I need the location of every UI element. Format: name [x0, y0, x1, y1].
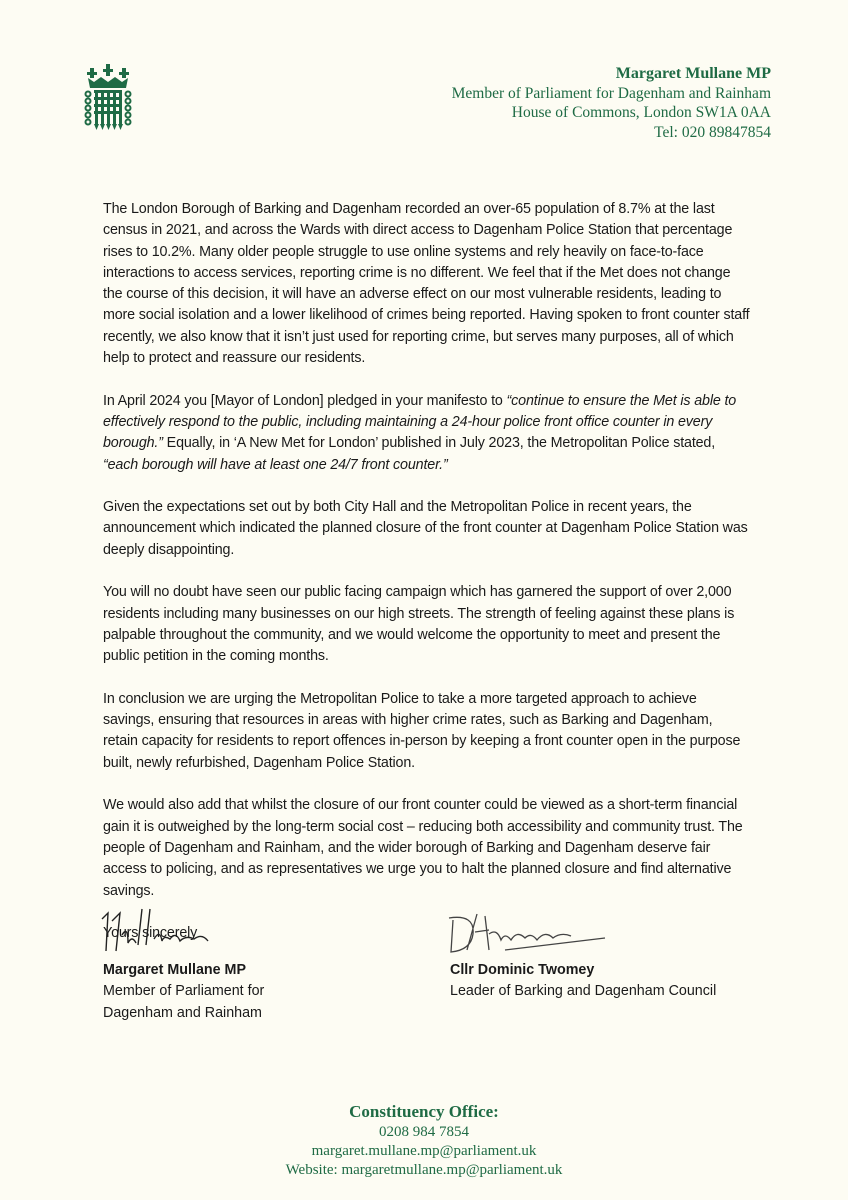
quote: “continue to ensure the Met is able to effectively respond to the public, including maintaining a 24-hour police front office counter in every borough.”: [103, 392, 737, 452]
signature-twomey: [445, 910, 615, 960]
letterhead: [452, 64, 771, 142]
signatory-twomey: [450, 960, 716, 1003]
footer-title: Constituency Office:: [349, 1102, 499, 1121]
signatory-title: Member of Parliament for: [103, 983, 265, 1000]
signatory-title: Dagenham and Rainham: [103, 1004, 262, 1021]
footer-website[interactable]: Website: margaretmullane.mp@parliament.uk: [285, 1162, 563, 1178]
paragraph: You will no doubt have seen our public facing campaign which has garnered the support of over 2,000 residents including many businesses on our high streets. The strength of feeling against these plans is palpable throughout the community, and we would welcome the opportunity to meet and present the public petition in the coming months.: [103, 584, 735, 665]
signatory-title: Leader of Barking and Dagenham Council: [450, 983, 717, 1000]
paragraph: The London Borough of Barking and Dagenham recorded an over-65 population of 8.7% at the last census in 2021, and across the Wards with direct access to Dagenham Police Station that percentage rises to 10.2%. Many older people struggle to use online systems and rely heavily on face-to-face interactions to access services, reporting crime is no different. We feel that if the Met does not change the course of this decision, it will have an adverse effect on our most vulnerable residents, leading to more social isolation and a lower likelihood of crimes being reported. Having spoken to front counter staff recently, we also know that it isn’t just used for reporting crime, but serves many purposes, all of which help to protect and reassure our residents.: [103, 201, 750, 367]
signature-mullane: [98, 905, 248, 955]
text: Equally, in ‘A New Met for London’ published in July 2023, the Metropolitan Police stated,: [162, 435, 716, 452]
mp-address: House of Commons, London SW1A 0AA: [511, 104, 771, 121]
quote: “each borough will have at least one 24/7 front counter.”: [103, 456, 448, 473]
signatory-name: Cllr Dominic Twomey: [450, 962, 595, 978]
footer-email[interactable]: margaret.mullane.mp@parliament.uk: [311, 1143, 537, 1159]
footer: [0, 1101, 848, 1180]
signatory-name: Margaret Mullane MP: [103, 962, 246, 978]
mp-role: Member of Parliament for Dagenham and Rainham: [451, 84, 771, 102]
portcullis-icon: [84, 64, 132, 134]
mp-name: Margaret Mullane MP: [615, 65, 771, 82]
paragraph: In conclusion we are urging the Metropolitan Police to take a more targeted approach to achieve savings, ensuring that resources in areas with higher crime rates, such as Barking and Dagenham, retain capacity for residents to report offences in-person by keeping a front counter open in the purpose built, newly refurbished, Dagenham Police Station.: [103, 690, 741, 771]
paragraph: [103, 391, 751, 476]
letter-body: [103, 199, 751, 966]
text: In April 2024 you [Mayor of London] pledged in your manifesto to: [103, 392, 507, 409]
paragraph: Given the expectations set out by both City Hall and the Metropolitan Police in recent years, the announcement which indicated the planned closure of the front counter at Dagenham Police Station was deeply disappointing.: [103, 499, 748, 558]
signatory-mullane: [103, 960, 264, 1024]
mp-tel: Tel: 020 89847854: [654, 123, 771, 141]
paragraph: We would also add that whilst the closure of our front counter could be viewed as a short-term financial gain it is outweighed by the long-term social cost – reducing both accessibility and community trust. The people of Dagenham and Rainham, and the wider borough of Barking and Dagenham deserve fair access to policing, and as representatives we urge you to halt the planned closure and find alternative savings.: [103, 797, 743, 899]
closing: Yours sincerely: [103, 925, 198, 942]
footer-phone: 0208 984 7854: [379, 1124, 469, 1140]
